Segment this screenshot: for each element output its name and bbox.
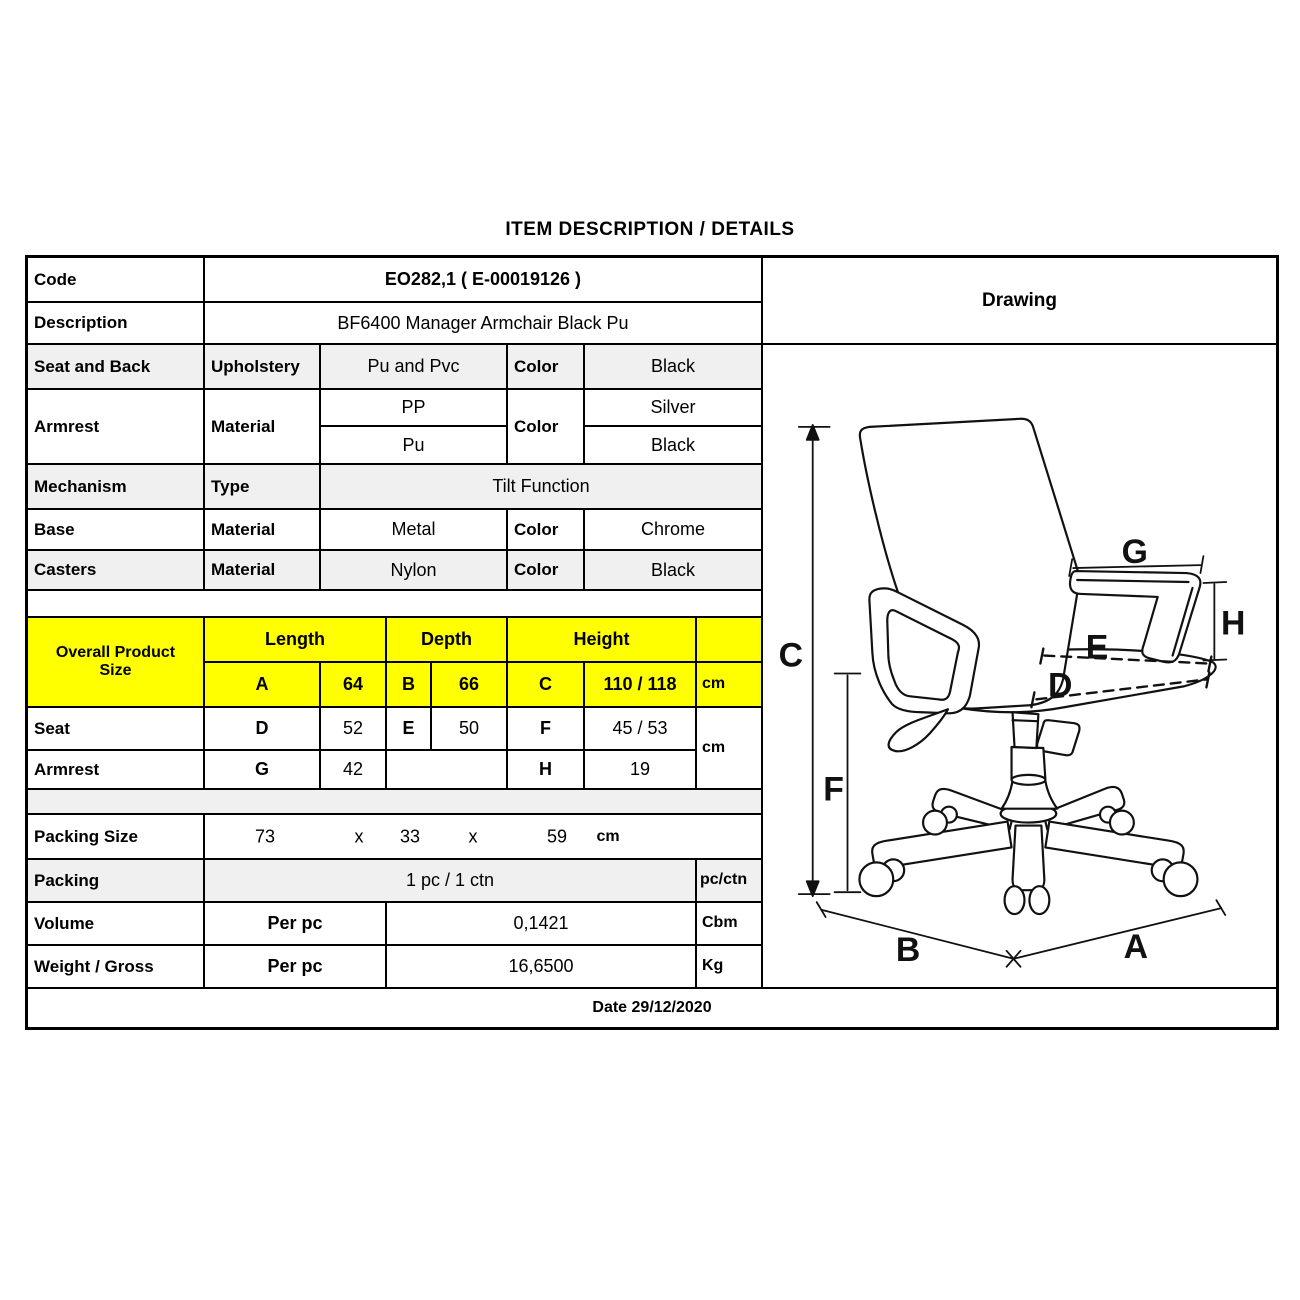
size-col-height: Height bbox=[507, 617, 696, 662]
seat-depth-key: E bbox=[386, 707, 431, 750]
seat-length-val: 52 bbox=[320, 707, 386, 750]
casters-label: Casters bbox=[27, 550, 204, 590]
armrest-label: Armrest bbox=[27, 389, 204, 464]
seatback-label: Seat and Back bbox=[27, 344, 204, 389]
page-title: ITEM DESCRIPTION / DETAILS bbox=[505, 219, 795, 240]
overall-depth-val: 66 bbox=[431, 662, 507, 707]
packing-value: 1 pc / 1 ctn bbox=[204, 859, 696, 902]
weight-label: Weight / Gross bbox=[27, 945, 204, 988]
base-label: Base bbox=[27, 509, 204, 550]
mechanism-value: Tilt Function bbox=[320, 464, 762, 509]
packing-unit: pc/ctn bbox=[696, 859, 762, 902]
spec-table bbox=[25, 255, 1279, 1030]
armrest-value-top: PP bbox=[320, 389, 507, 426]
size-col-length: Length bbox=[204, 617, 386, 662]
seat-row-label: Seat bbox=[27, 707, 204, 750]
seat-height-val: 45 / 53 bbox=[584, 707, 696, 750]
overall-length-key: A bbox=[204, 662, 320, 707]
weight-value: 16,6500 bbox=[386, 945, 696, 988]
description-value: BF6400 Manager Armchair Black Pu bbox=[204, 302, 762, 344]
armrest-height-key: H bbox=[507, 750, 584, 789]
label-G: G bbox=[1121, 532, 1148, 571]
overall-depth-key: B bbox=[386, 662, 431, 707]
armrest-depth-blank bbox=[386, 750, 507, 789]
packing-size-label: Packing Size bbox=[27, 814, 204, 859]
seat-armrest-unit: cm bbox=[696, 707, 762, 789]
seat-depth-val: 50 bbox=[431, 707, 507, 750]
armrest-height-val: 19 bbox=[584, 750, 696, 789]
label-E: E bbox=[1085, 628, 1109, 667]
size-header-label: Overall Product Size bbox=[27, 617, 204, 707]
spacer-row-1 bbox=[27, 590, 762, 617]
overall-height-key: C bbox=[507, 662, 584, 707]
overall-unit: cm bbox=[696, 662, 762, 707]
armrest-color-label: Color bbox=[507, 389, 584, 464]
seatback-color-value: Black bbox=[584, 344, 762, 389]
seatback-color-label: Color bbox=[507, 344, 584, 389]
seat-length-key: D bbox=[204, 707, 320, 750]
packing-size-sep1: x bbox=[354, 826, 364, 847]
label-F: F bbox=[823, 770, 844, 809]
packing-label: Packing bbox=[27, 859, 204, 902]
base-color-value: Chrome bbox=[584, 509, 762, 550]
volume-per: Per pc bbox=[204, 902, 386, 945]
seatback-attr: Upholstery bbox=[204, 344, 320, 389]
code-value: EO282,1 ( E-00019126 ) bbox=[204, 257, 762, 302]
tilt-lever bbox=[889, 709, 948, 751]
armrest-color-bottom: Black bbox=[584, 426, 762, 464]
label-A: A bbox=[1123, 927, 1149, 966]
drawing-area bbox=[762, 344, 1277, 988]
mechanism-label: Mechanism bbox=[27, 464, 204, 509]
base-attr: Material bbox=[204, 509, 320, 550]
packing-size-v2: 33 bbox=[399, 826, 421, 847]
label-B: B bbox=[895, 930, 921, 969]
seat-height-key: F bbox=[507, 707, 584, 750]
packing-size-v3: 59 bbox=[546, 826, 568, 847]
label-C: C bbox=[778, 636, 804, 675]
packing-size-unit: cm bbox=[596, 827, 620, 845]
casters-color-label: Color bbox=[507, 550, 584, 590]
spacer-row-2 bbox=[27, 789, 762, 814]
packing-size-sep2: x bbox=[468, 826, 478, 847]
date-row: Date 29/12/2020 bbox=[27, 988, 1277, 1028]
label-H: H bbox=[1221, 604, 1246, 643]
size-col-unit-blank bbox=[696, 617, 762, 662]
armrest-length-key: G bbox=[204, 750, 320, 789]
label-D: D bbox=[1048, 665, 1073, 704]
packing-size-v1: 73 bbox=[254, 826, 276, 847]
armrest-color-top: Silver bbox=[584, 389, 762, 426]
volume-value: 0,1421 bbox=[386, 902, 696, 945]
armrest-length-val: 42 bbox=[320, 750, 386, 789]
armrest-value-bottom: Pu bbox=[320, 426, 507, 464]
overall-length-val: 64 bbox=[320, 662, 386, 707]
chair-drawing bbox=[763, 346, 1275, 987]
casters-color-value: Black bbox=[584, 550, 762, 590]
weight-per: Per pc bbox=[204, 945, 386, 988]
drawing-header: Drawing bbox=[762, 257, 1277, 344]
base-value: Metal bbox=[320, 509, 507, 550]
code-label: Code bbox=[27, 257, 204, 302]
armrest-row-label: Armrest bbox=[27, 750, 204, 789]
volume-label: Volume bbox=[27, 902, 204, 945]
casters-value: Nylon bbox=[320, 550, 507, 590]
weight-unit: Kg bbox=[696, 945, 762, 988]
size-col-depth: Depth bbox=[386, 617, 507, 662]
mechanism-attr: Type bbox=[204, 464, 320, 509]
armrest-attr: Material bbox=[204, 389, 320, 464]
volume-unit: Cbm bbox=[696, 902, 762, 945]
description-label: Description bbox=[27, 302, 204, 344]
overall-height-val: 110 / 118 bbox=[584, 662, 696, 707]
casters-attr: Material bbox=[204, 550, 320, 590]
packing-size-value bbox=[204, 814, 762, 859]
seatback-value: Pu and Pvc bbox=[320, 344, 507, 389]
base-color-label: Color bbox=[507, 509, 584, 550]
